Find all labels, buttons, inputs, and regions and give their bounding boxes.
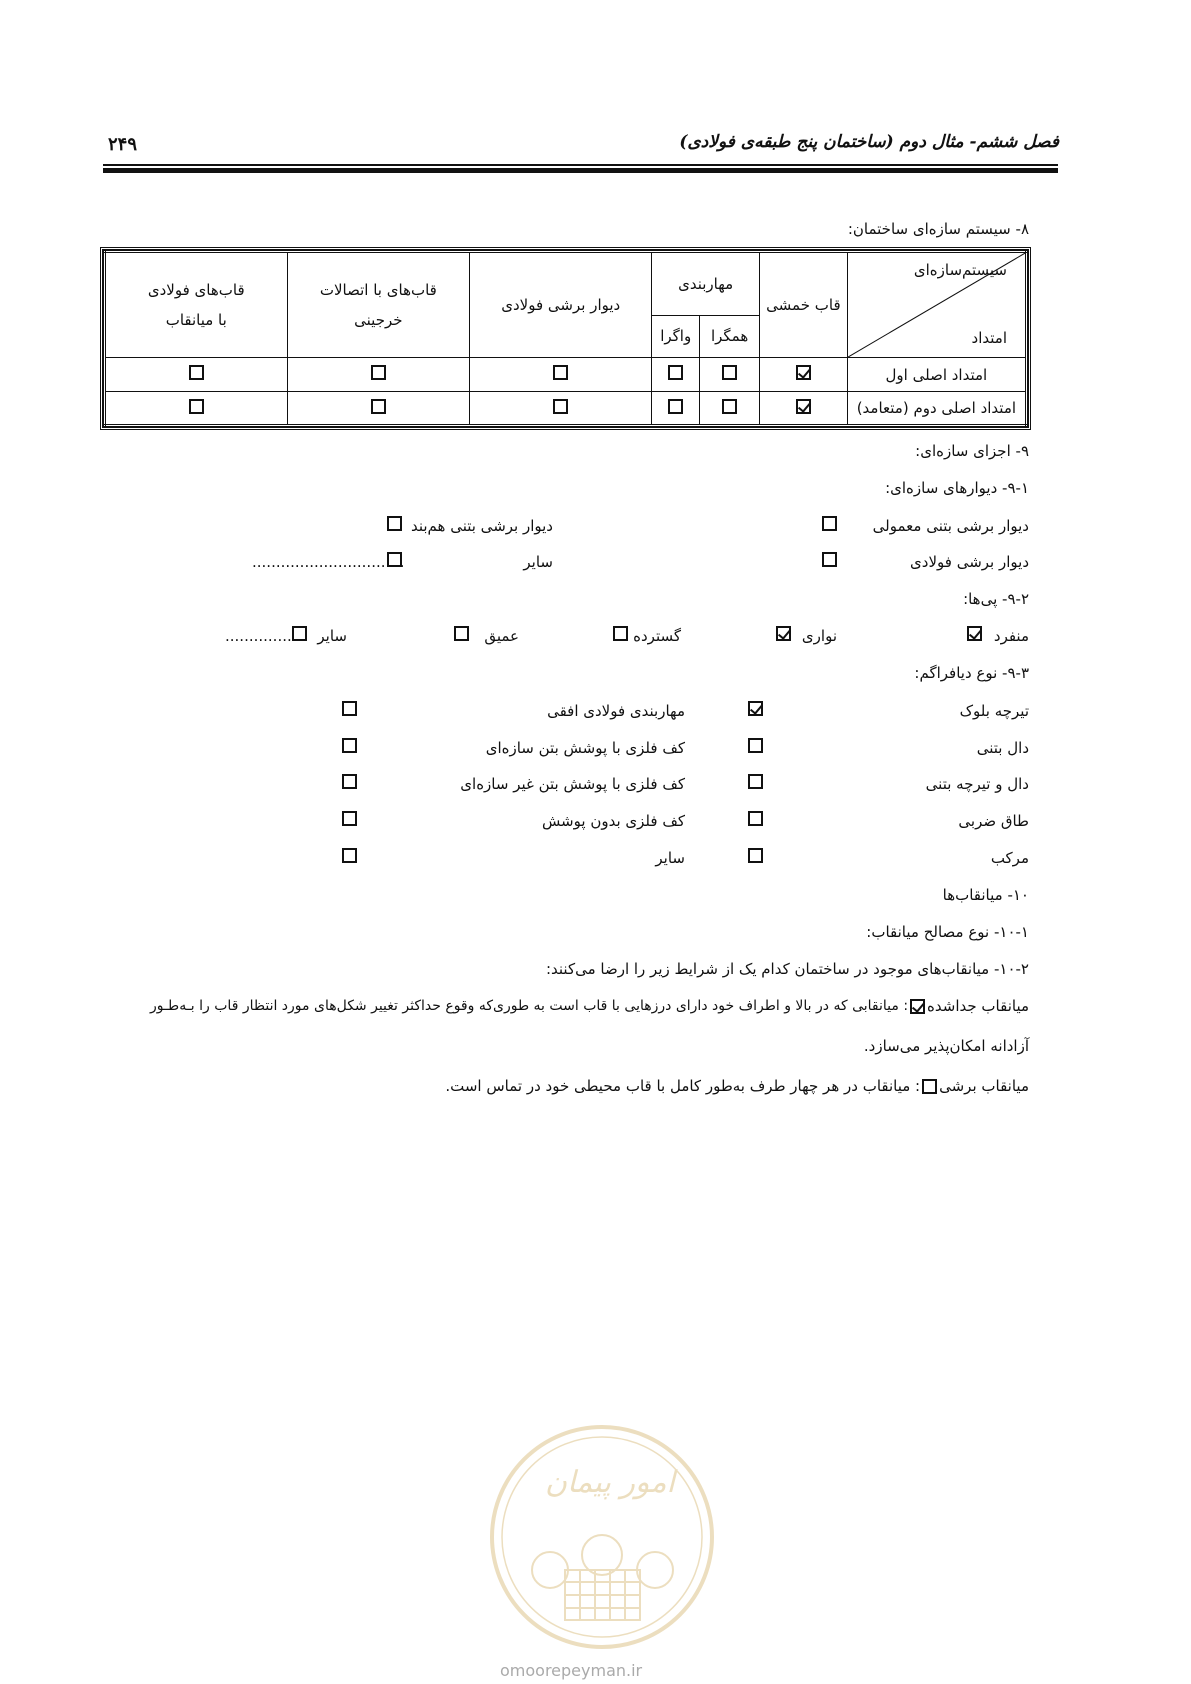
checkbox[interactable] [796, 365, 811, 380]
diaphragm-checkbox-jack-arch[interactable] [748, 811, 763, 826]
section8-heading: ۸- سیستم سازه‌ای ساختمان: [847, 220, 1029, 238]
walls-heading: ۹-۱- دیوارهای سازه‌ای: [885, 479, 1029, 497]
foundations-heading: ۹-۲- پی‌ها: [963, 590, 1029, 608]
separated-infill-line [104, 995, 1029, 1017]
section10-heading: ۱۰- میانقاب‌ها [942, 886, 1029, 904]
checkbox[interactable] [189, 365, 204, 380]
diaphragm-label: دال و تیرچه بتنی [925, 775, 1029, 793]
checkbox[interactable] [189, 399, 204, 414]
col-steel-shear-wall-header: دیوار برشی فولادی [470, 252, 652, 358]
corner-bottom-label: امتداد [971, 329, 1007, 348]
wall-checkbox-ordinary[interactable] [822, 516, 837, 531]
diaphragm-checkbox-slab-joist[interactable] [748, 774, 763, 789]
infill-conditions-label: ۱۰-۲- میانقاب‌های موجود در ساختمان کدام یک از شرایط زیر را ارضا می‌کنند: [545, 960, 1029, 978]
structural-system-table [103, 250, 1028, 427]
watermark-site: omoorepeyman.ir [500, 1661, 643, 1680]
foundation-label-mat: گسترده [633, 627, 681, 645]
chapter-title: فصل ششم- مثال دوم (ساختمان پنج طبقه‌ی فولادی) [679, 132, 1059, 152]
corner-top-label: سیستم‌سازه‌ای [913, 261, 1007, 279]
diaphragm-label: کف فلزی بدون پوشش [541, 812, 685, 830]
diaphragm-checkbox-other[interactable] [342, 848, 357, 863]
diaphragm-label: تیرچه بلوک [959, 702, 1029, 720]
corner-header [847, 252, 1026, 358]
diaphragm-label: سایر [655, 849, 685, 867]
diaphragm-checkbox-metal-deck-bare[interactable] [342, 811, 357, 826]
wall-item-label: دیوار برشی بتنی هم‌بند [410, 517, 553, 535]
shear-infill-checkbox[interactable] [922, 1079, 937, 1094]
section9-heading: ۹- اجزای سازه‌ای: [915, 442, 1029, 460]
diaphragm-label: دال بتنی [976, 739, 1029, 757]
diaphragm-checkbox-metal-deck-structural[interactable] [342, 738, 357, 753]
wall-checkbox-steel[interactable] [822, 552, 837, 567]
diaphragm-checkbox-joist-block[interactable] [748, 701, 763, 716]
col-bracing-header: مهاربندی [652, 252, 760, 316]
wall-item-label: دیوار برشی فولادی [910, 553, 1029, 571]
watermark-seal-icon [485, 1420, 720, 1655]
diaphragm-heading: ۹-۳- نوع دیافراگم: [914, 664, 1029, 682]
wall-other-dots[interactable]: ................................ [252, 553, 405, 571]
diaphragm-label: طاق ضربی [958, 812, 1029, 830]
diaphragm-label: کف فلزی با پوشش بتن سازه‌ای [485, 739, 685, 757]
foundation-checkbox-isolated[interactable] [967, 626, 982, 641]
diaphragm-label: کف فلزی با پوشش بتن غیر سازه‌ای [460, 775, 685, 793]
shear-infill-line [445, 1075, 1029, 1097]
col-bracing-concentric-header: همگرا [700, 315, 760, 357]
row-label: امتداد اصلی اول [847, 358, 1026, 392]
foundation-checkbox-mat[interactable] [613, 626, 628, 641]
checkbox[interactable] [722, 399, 737, 414]
col-infill-header: قاب‌های فولادی با میانقاب [105, 252, 288, 358]
row-label: امتداد اصلی دوم (متعامد) [847, 392, 1026, 426]
watermark-logo-text: امور پیمان [545, 1465, 675, 1500]
diaphragm-checkbox-composite[interactable] [748, 848, 763, 863]
foundation-label-other: سایر [317, 627, 347, 645]
diaphragm-label: مهاربندی فولادی افقی [547, 702, 685, 720]
separated-infill-text: : میانقابی که در بالا و اطراف خود دارای درزهایی با قاب است به طوری‌که وقوع حداکثر تغییر شکل‌های مورد انتظار قاب را بـه‌طـور [149, 998, 909, 1014]
foundation-label-isolated: منفرد [993, 627, 1029, 645]
diaphragm-checkbox-metal-deck-nonstructural[interactable] [342, 774, 357, 789]
checkbox[interactable] [553, 399, 568, 414]
shear-infill-label: میانقاب برشی [939, 1077, 1029, 1095]
foundation-checkbox-deep[interactable] [454, 626, 469, 641]
checkbox[interactable] [371, 365, 386, 380]
foundation-label-strip: نواری [801, 627, 837, 645]
col-pinned-header: قاب‌های با اتصالات خرجینی [287, 252, 470, 358]
checkbox[interactable] [371, 399, 386, 414]
separated-infill-label: میانقاب جداشده [927, 997, 1029, 1015]
foundation-checkbox-strip[interactable] [776, 626, 791, 641]
header-rule-thin [103, 164, 1058, 166]
separated-infill-checkbox[interactable] [910, 999, 925, 1014]
diaphragm-label: مرکب [990, 849, 1029, 867]
separated-infill-text-cont: آزادانه امکان‌پذیر می‌سازد. [863, 1037, 1029, 1055]
table-row [105, 358, 1027, 392]
diaphragm-checkbox-concrete-slab[interactable] [748, 738, 763, 753]
checkbox[interactable] [668, 365, 683, 380]
infill-material-label: ۱۰-۱- نوع مصالح میانقاب: [866, 923, 1029, 941]
foundation-label-deep: عمیق [484, 627, 519, 645]
checkbox[interactable] [796, 399, 811, 414]
shear-infill-text: : میانقاب در هر چهار طرف به‌طور کامل با قاب محیطی خود در تماس است. [445, 1077, 921, 1095]
page-number: ۲۴۹ [108, 134, 138, 155]
foundation-other-dots[interactable]: ............... [225, 627, 297, 645]
header-rule-thick [103, 168, 1058, 173]
table-row [105, 392, 1027, 426]
col-moment-header: قاب خمشی [760, 252, 848, 358]
col-bracing-eccentric-header: واگرا [652, 315, 700, 357]
checkbox[interactable] [553, 365, 568, 380]
checkbox[interactable] [668, 399, 683, 414]
wall-item-label: سایر [523, 553, 553, 571]
checkbox[interactable] [722, 365, 737, 380]
wall-checkbox-coupled[interactable] [387, 516, 402, 531]
wall-item-label: دیوار برشی بتنی معمولی [872, 517, 1029, 535]
watermark-logo [485, 1420, 720, 1655]
diaphragm-checkbox-horizontal-bracing[interactable] [342, 701, 357, 716]
